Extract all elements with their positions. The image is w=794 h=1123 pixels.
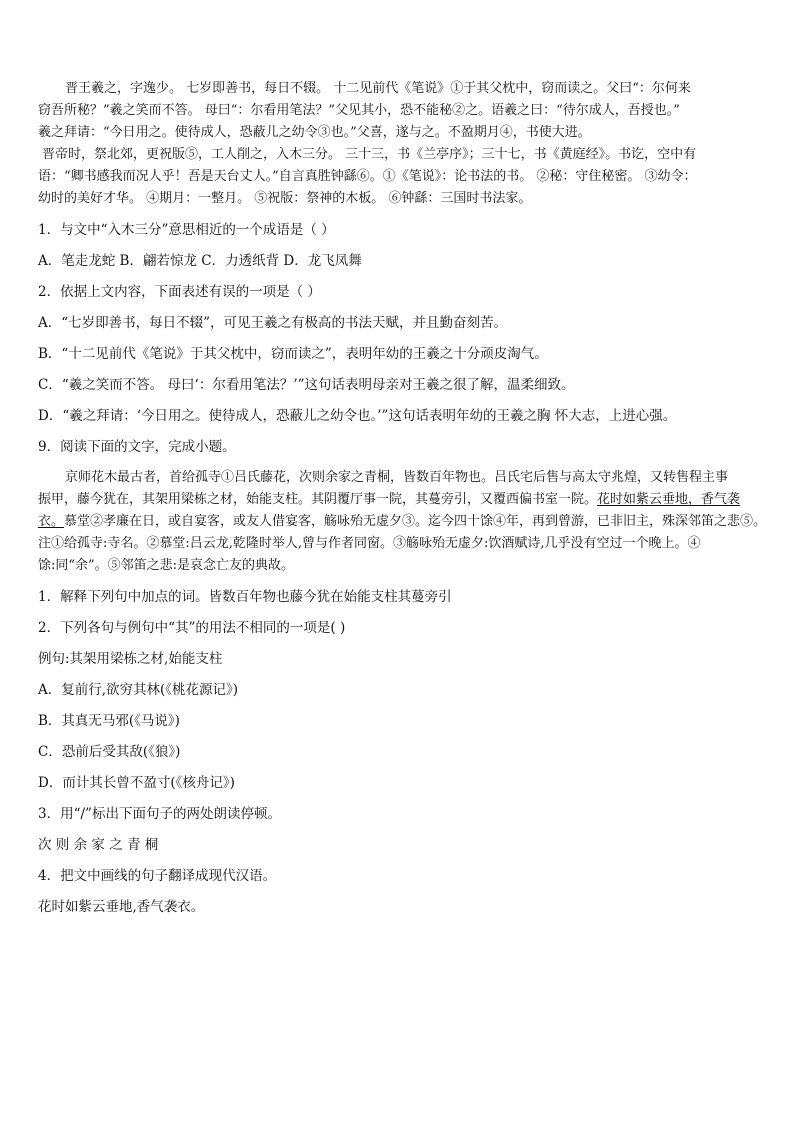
- question-2-option-c: C．“羲之笑而不答。 母曰‘：尔看用笔法？’”这句话表明母亲对王羲之很了解，温柔细致。: [38, 377, 575, 393]
- passage2-line-2: [38, 489, 758, 511]
- sub-question-4: 4．把文中画线的句子翻译成现代汉语。: [38, 868, 277, 884]
- sub-question-1: 1．解释下列句中加点的词。皆数百年物也藤今犹在始能支柱其蔓旁引: [38, 589, 452, 605]
- sub-question-2-option-c: C．恐前后受其敌(《狼》): [38, 744, 181, 760]
- question-2-option-b: B．“十二见前代《笔说》于其父枕中，窃而读之”，表明年幼的王羲之十分顽皮淘气。: [38, 346, 548, 362]
- underlined-sentence-part-2: 衣。: [38, 514, 65, 529]
- passage2-line-1: 京师花木最古者，首给孤寺①吕氏藤花，次则余家之青桐，皆数百年物也。吕氏宅后售与高太守兆煌，又转售程主事: [65, 470, 729, 485]
- notes-line-1: 注①给孤寺:寺名。②慕堂:吕云龙,乾隆时举人,曾与作者同窗。③觞咏殆无虚夕:饮酒赋诗,几乎没有空过一个晚上。④: [38, 536, 701, 551]
- passage1-line-3: 羲之拜请：“今日用之。使待成人，恐蔽儿之幼令③也。”父喜，遂与之。不盈期月④，书使大进。: [38, 125, 591, 140]
- passage1-line-5: 语：“卿书感我而况人乎！吾是天台丈人。”自言真胜钟繇⑥。①《笔说》：论书法的书。 ②秘：守住秘密。 ③幼令：: [38, 169, 697, 184]
- passage2-line-3-text: 慕堂②孝廉在日，或自宴客，或友人借宴客，觞咏殆无虚夕③。迄今四十馀④年，再到曾游，已非旧主，殊深邻笛之悲⑤。: [64, 514, 767, 529]
- passage2-line-2-text: 振甲，藤今犹在，其架用梁栋之材，始能支柱。其阴覆厅事一院，其蔓旁引，又覆西偏书室一院。: [38, 492, 598, 507]
- question-2-option-d: D．“羲之拜请：‘今日用之。使待成人，恐蔽儿之幼令也。’”这句话表明年幼的王羲之胸 怀大志，上进心强。: [38, 408, 677, 424]
- sub-question-2-option-a: A．复前行,欲穷其林(《桃花源记》): [38, 682, 239, 698]
- question-9-intro: 9．阅读下面的文字，完成小题。: [38, 439, 236, 455]
- sub-question-3: 3．用“/”标出下面句子的两处朗读停顿。: [38, 806, 281, 822]
- question-2-option-a: A．“七岁即善书，每日不辍”，可见王羲之有极高的书法天赋，并且勤奋刻苦。: [38, 315, 508, 331]
- sub-question-3-text: 次 则 余 家 之 青 桐: [38, 837, 159, 853]
- passage1-line-1: 晋王羲之，字逸少。 七岁即善书，每日不辍。 十二见前代《笔说》①于其父枕中，窃而读之。父曰“：尔何来: [65, 81, 691, 96]
- sub-question-2-option-b: B．其真无马邪(《马说》): [38, 713, 180, 729]
- sub-question-2-option-d: D．而计其长曾不盈寸(《核舟记》): [38, 775, 235, 791]
- question-1-stem: 1．与文中“入木三分”意思相近的一个成语是（ ）: [38, 222, 335, 238]
- question-2-stem: 2．依据上文内容，下面表述有误的一项是（ ）: [38, 284, 321, 300]
- underlined-sentence-part-1: 花时如紫云垂地，香气袭: [597, 492, 741, 507]
- question-1-options: A．笔走龙蛇 B．翩若惊龙 C．力透纸背 D．龙飞凤舞: [38, 253, 362, 269]
- passage1-line-2: 窃吾所秘？”羲之笑而不答。 母曰“：尔看用笔法？”父见其小，恐不能秘②之。语羲之曰：“待尔成人，吾授也。”: [38, 103, 680, 118]
- passage1-line-6: 幼时的美好才华。 ④期月：一整月。 ⑤祝版：祭神的木板。 ⑥钟繇：三国时书法家。: [38, 191, 532, 206]
- passage2-line-3: [38, 511, 767, 533]
- sub-question-2: 2．下列各句与例句中“其”的用法不相同的一项是( ): [38, 620, 346, 636]
- notes-line-2: 馀:同“余”。⑤邻笛之悲:是哀念亡友的典故。: [38, 558, 295, 573]
- document-page: [38, 78, 767, 918]
- passage1-line-4: 晋帝时，祭北郊，更祝版⑤，工人削之，入木三分。 三十三，书《兰亭序》；三十七，书《黄庭经》。书讫，空中有: [42, 147, 697, 162]
- sub-question-2-example: 例句:其架用梁栋之材,始能支柱: [38, 651, 223, 667]
- sub-question-4-text: 花时如紫云垂地,香气袭衣。: [38, 899, 205, 915]
